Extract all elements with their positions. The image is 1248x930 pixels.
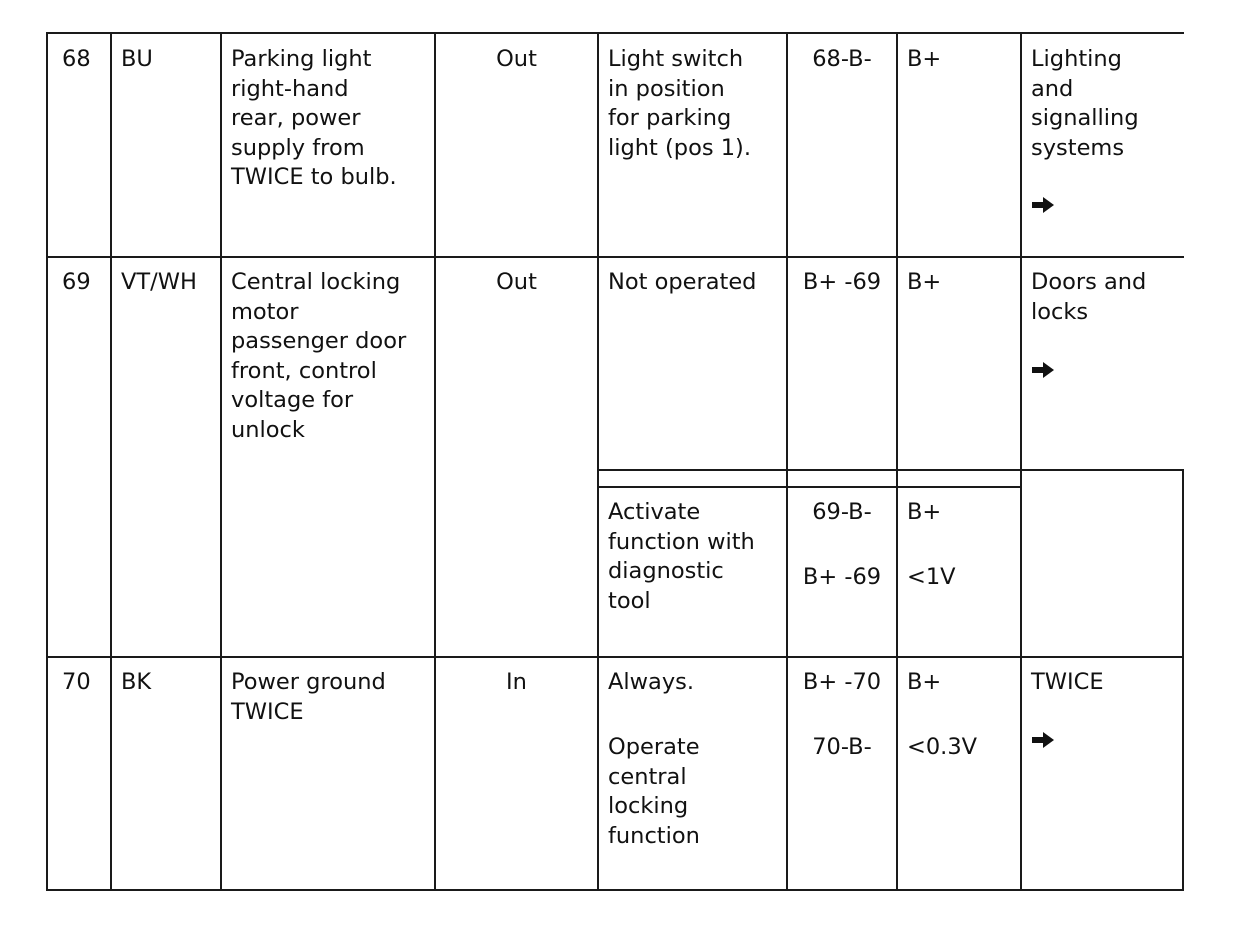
right-arrow-icon[interactable]	[1032, 197, 1054, 213]
signal-description: Power ground TWICE	[231, 669, 386, 725]
pin-number: 68	[62, 46, 91, 72]
measurement-points: 68-B-	[812, 46, 872, 72]
signal-description: Parking light right-hand rear, power supply from TWICE to bulb.	[231, 46, 397, 190]
test-condition: Always.	[608, 669, 695, 695]
wire-color: BK	[121, 669, 152, 695]
nominal-value: B+	[907, 669, 942, 695]
test-condition: Not operated	[608, 269, 757, 295]
wire-color: BU	[121, 46, 153, 72]
wire-color: VT/WH	[121, 269, 197, 295]
signal-direction: Out	[496, 46, 537, 72]
signal-direction: Out	[496, 269, 537, 295]
nominal-value: <1V	[907, 564, 956, 590]
right-arrow-icon[interactable]	[1032, 732, 1054, 748]
reference-link[interactable]: Doors and locks	[1031, 269, 1147, 325]
test-condition: Light switch in position for parking light (pos 1).	[608, 46, 751, 161]
nominal-value: <0.3V	[907, 734, 978, 760]
right-arrow-icon[interactable]	[1032, 362, 1054, 378]
measurement-points: B+ -70	[802, 669, 882, 695]
signal-description: Central locking motor passenger door front, control voltage for unlock	[231, 269, 407, 443]
measurement-points: B+ -69	[802, 564, 882, 590]
reference-link[interactable]: TWICE	[1031, 669, 1104, 695]
pin-number: 70	[62, 669, 91, 695]
nominal-value: B+	[907, 46, 942, 72]
measurement-points: 70-B-	[812, 734, 872, 760]
signal-direction: In	[506, 669, 527, 695]
nominal-value: B+	[907, 269, 942, 295]
pin-number: 69	[62, 269, 91, 295]
test-condition: Operate central locking function	[608, 734, 700, 849]
reference-link[interactable]: Lighting and signalling systems	[1031, 46, 1139, 161]
nominal-value: B+	[907, 499, 942, 525]
test-condition: Activate function with diagnostic tool	[608, 499, 755, 614]
measurement-points: B+ -69	[802, 269, 882, 295]
measurement-points: 69-B-	[812, 499, 872, 525]
